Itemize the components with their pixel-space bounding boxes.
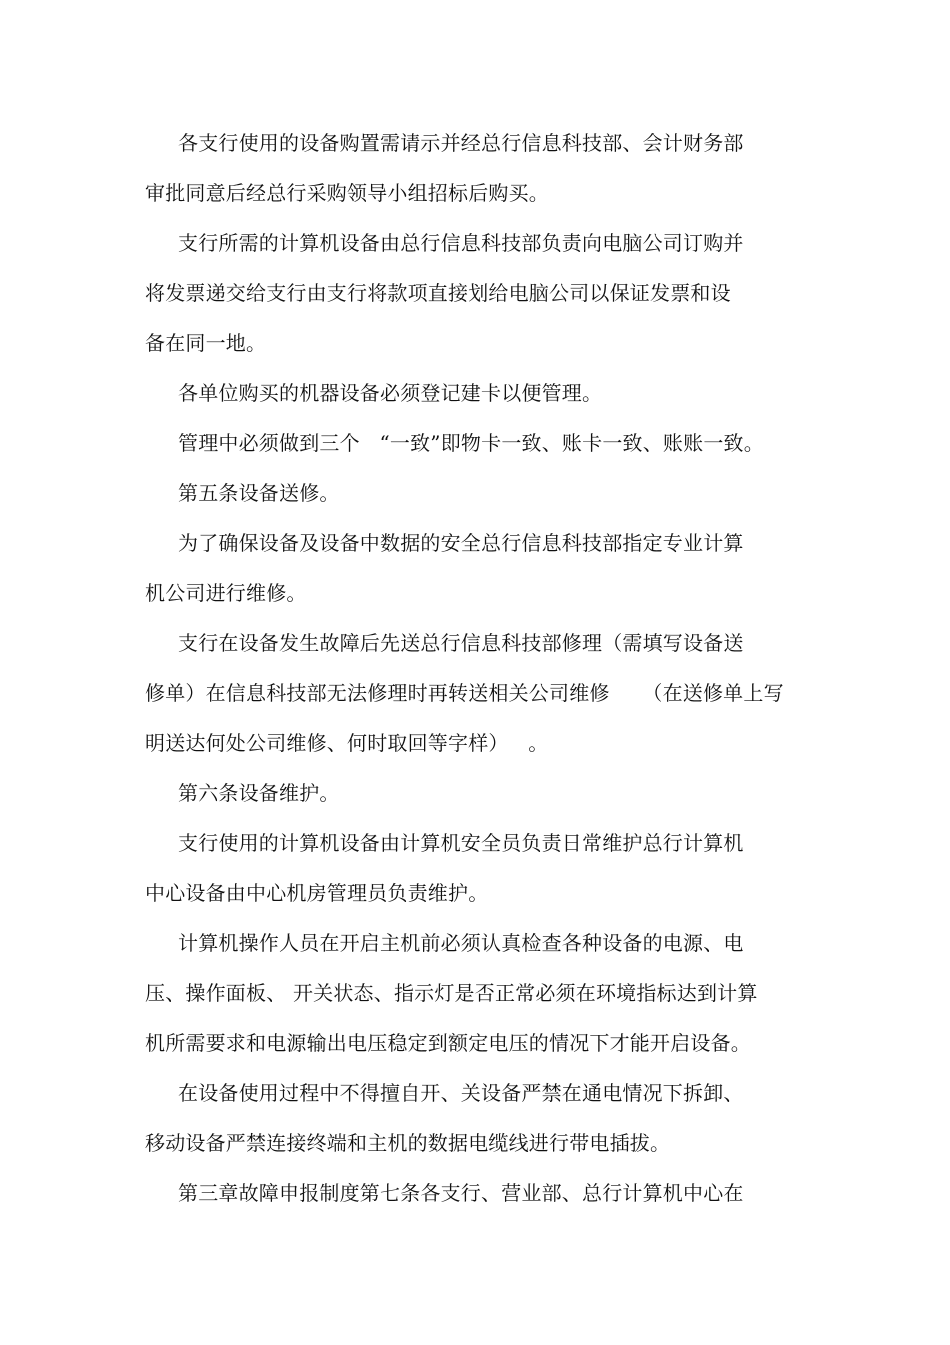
paragraph-line: 支行在设备发生故障后先送总行信息科技部修理（需填写设备送 xyxy=(178,631,744,655)
paragraph-line: 在设备使用过程中不得擅自开、关设备严禁在通电情况下拆卸、 xyxy=(178,1081,744,1105)
paragraph-line: 管理中必须做到三个 “一致”即物卡一致、账卡一致、账账一致。 xyxy=(178,431,764,455)
paragraph-line: 明送达何处公司维修、何时取回等字样） 。 xyxy=(145,731,549,755)
section-heading: 第六条设备维护。 xyxy=(178,781,340,805)
paragraph-line: 各支行使用的设备购置需请示并经总行信息科技部、会计财务部 xyxy=(178,131,744,155)
paragraph-line: 中心设备由中心机房管理员负责维护。 xyxy=(145,881,489,905)
paragraph-line: 计算机操作人员在开启主机前必须认真检查各种设备的电源、电 xyxy=(178,931,744,955)
paragraph-line: 支行使用的计算机设备由计算机安全员负责日常维护总行计算机 xyxy=(178,831,744,855)
paragraph-line: 为了确保设备及设备中数据的安全总行信息科技部指定专业计算 xyxy=(178,531,744,555)
paragraph-line: 机所需要求和电源输出电压稳定到额定电压的情况下才能开启设备。 xyxy=(145,1031,751,1055)
paragraph-line: 将发票递交给支行由支行将款项直接划给电脑公司以保证发票和设 xyxy=(145,281,731,305)
paragraph-line: 修单）在信息科技部无法修理时再转送相关公司维修 （在送修单上写 xyxy=(145,681,784,705)
section-heading: 第五条设备送修。 xyxy=(178,481,340,505)
paragraph-line: 各单位购买的机器设备必须登记建卡以便管理。 xyxy=(178,381,603,405)
paragraph-line: 压、操作面板、 开关状态、指示灯是否正常必须在环境指标达到计算 xyxy=(145,981,758,1005)
paragraph-line: 移动设备严禁连接终端和主机的数据电缆线进行带电插拔。 xyxy=(145,1131,671,1155)
paragraph-line: 备在同一地。 xyxy=(145,331,267,355)
paragraph-line: 支行所需的计算机设备由总行信息科技部负责向电脑公司订购并 xyxy=(178,231,744,255)
paragraph-line: 机公司进行维修。 xyxy=(145,581,307,605)
paragraph-line: 审批同意后经总行采购领导小组招标后购买。 xyxy=(145,181,549,205)
paragraph-line: 第三章故障申报制度第七条各支行、营业部、总行计算机中心在 xyxy=(178,1181,744,1205)
